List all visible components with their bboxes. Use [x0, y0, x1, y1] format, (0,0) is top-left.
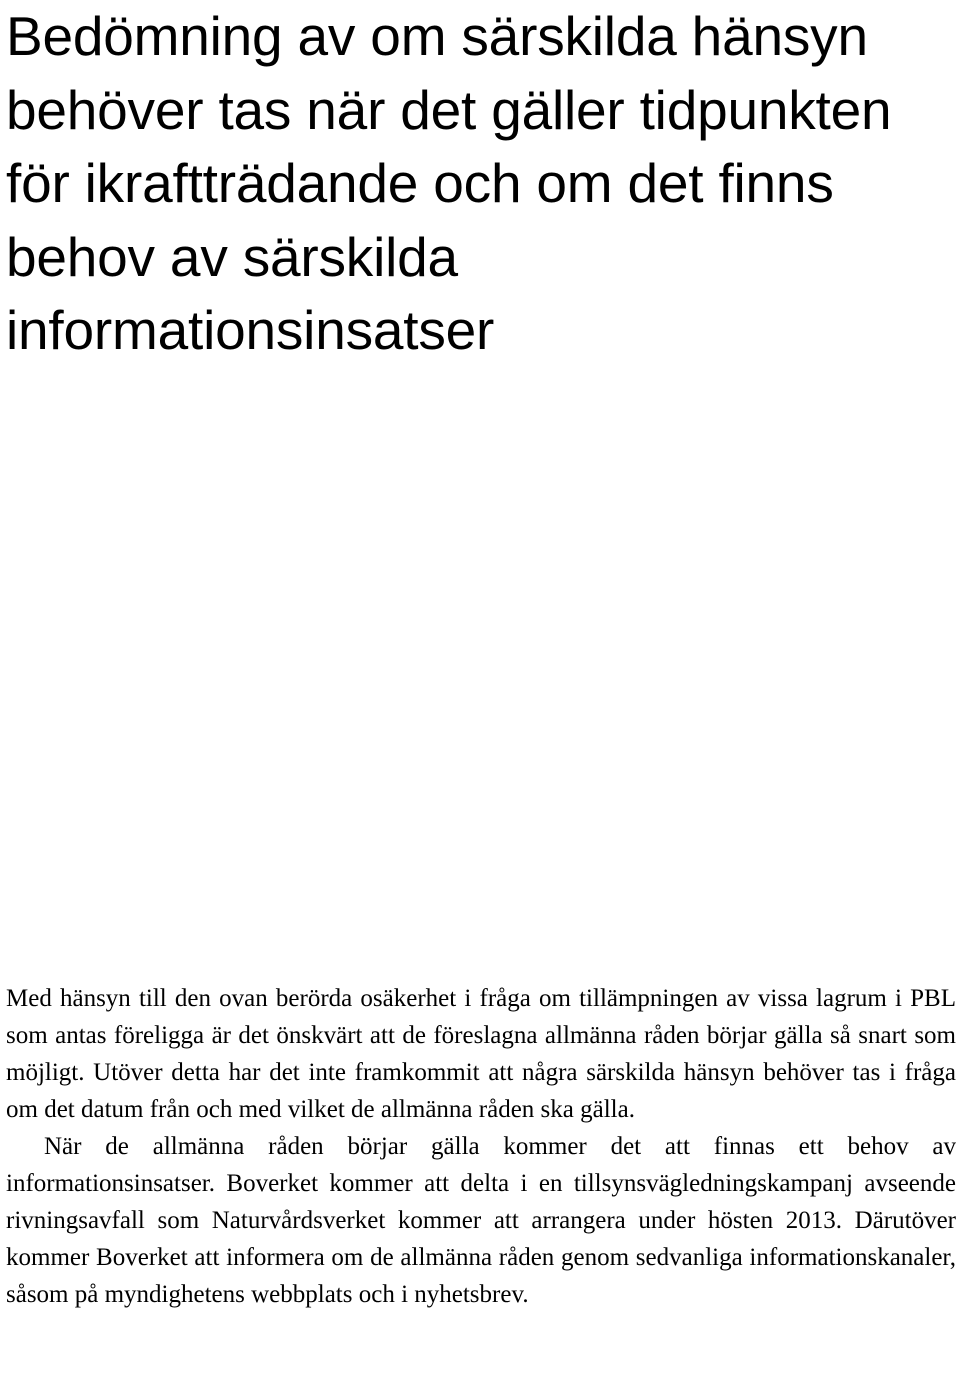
paragraph-1: Med hänsyn till den ovan berörda osäkerhet i fråga om tillämpningen av vissa lagrum i PBL som antas föreligga är det önskvärt att de föreslagna allmänna råden börjar gälla så snart som möjligt. Utöver detta har det inte framkommit att några särskilda hänsyn behöver tas i fråga om det datum från och med vilket de allmänna råden ska gälla. — [6, 985, 956, 1123]
body-text — [6, 980, 956, 1313]
section-heading: Bedömning av om särskilda hänsyn behöver tas när det gäller tidpunkten för ikraftträdande och om det finns behov av särskilda informationsinsatser — [6, 5, 892, 361]
paragraph-2: När de allmänna råden börjar gälla kommer det att finnas ett behov av informationsinsatser. Boverket kommer att delta i en tillsynsvägledningskampanj avseende rivningsavfall som Naturvårdsverket kommer att arrangera under hösten 2013. Därutöver kommer Boverket att informera om de allmänna råden genom sedvanliga informationskanaler, såsom på myndighetens webbplats och i nyhetsbrev. — [6, 1133, 956, 1308]
